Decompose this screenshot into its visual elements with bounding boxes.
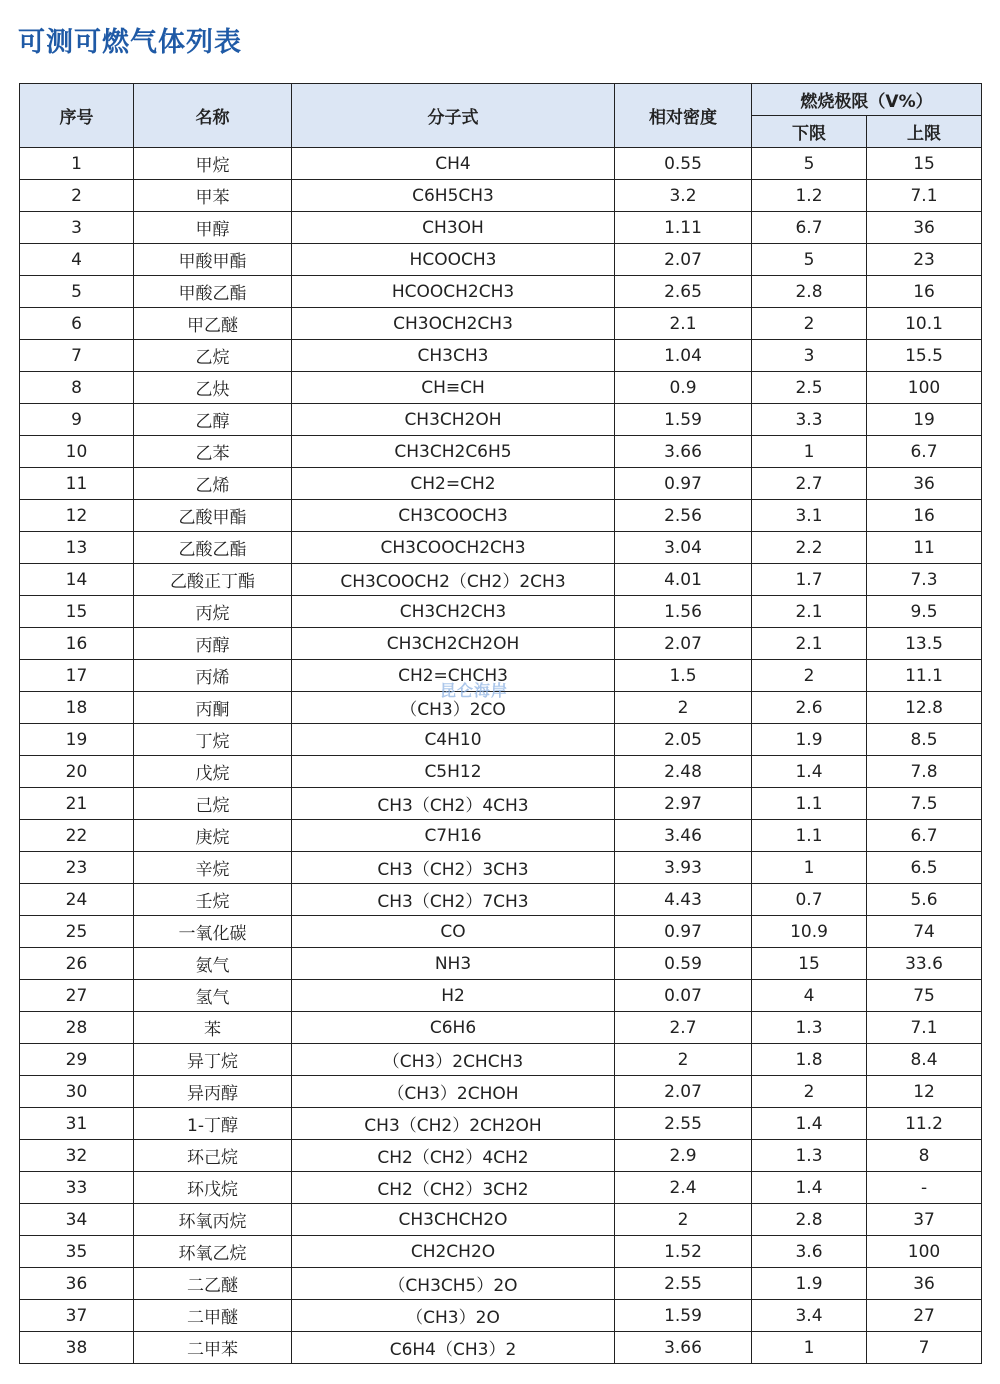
cell-formula: CH3CH2C6H5: [292, 436, 615, 468]
cell-lower: 1: [752, 852, 867, 884]
cell-index: 36: [20, 1268, 134, 1300]
cell-formula: （CH3）2CHOH: [292, 1076, 615, 1108]
cell-formula: CH3COOCH3: [292, 500, 615, 532]
cell-name: 壬烷: [134, 884, 292, 916]
cell-upper: 10.1: [867, 308, 982, 340]
cell-name: 甲醇: [134, 212, 292, 244]
cell-index: 15: [20, 596, 134, 628]
table-row: [20, 308, 982, 340]
cell-density: 0.97: [615, 916, 752, 948]
table-row: [20, 1236, 982, 1268]
cell-lower: 2: [752, 660, 867, 692]
cell-upper: -: [867, 1172, 982, 1204]
table-row: [20, 1172, 982, 1204]
table-row: [20, 500, 982, 532]
cell-density: 3.04: [615, 532, 752, 564]
cell-density: 1.52: [615, 1236, 752, 1268]
cell-density: 2: [615, 1204, 752, 1236]
cell-density: 0.59: [615, 948, 752, 980]
cell-lower: 1.1: [752, 820, 867, 852]
cell-upper: 6.7: [867, 436, 982, 468]
cell-upper: 36: [867, 1268, 982, 1300]
cell-index: 4: [20, 244, 134, 276]
cell-upper: 37: [867, 1204, 982, 1236]
cell-formula: CH3（CH2）2CH2OH: [292, 1108, 615, 1140]
cell-index: 12: [20, 500, 134, 532]
cell-index: 34: [20, 1204, 134, 1236]
cell-lower: 3.4: [752, 1300, 867, 1332]
cell-name: 甲酸乙酯: [134, 276, 292, 308]
cell-formula: CH3（CH2）3CH3: [292, 852, 615, 884]
cell-upper: 6.7: [867, 820, 982, 852]
cell-upper: 11.2: [867, 1108, 982, 1140]
cell-upper: 8.5: [867, 724, 982, 756]
cell-density: 2.56: [615, 500, 752, 532]
cell-upper: 16: [867, 500, 982, 532]
cell-upper: 8.4: [867, 1044, 982, 1076]
cell-formula: HCOOCH3: [292, 244, 615, 276]
cell-lower: 1.4: [752, 1108, 867, 1140]
cell-density: 2.7: [615, 1012, 752, 1044]
cell-index: 11: [20, 468, 134, 500]
cell-density: 1.11: [615, 212, 752, 244]
table-row: [20, 1108, 982, 1140]
table-row: [20, 436, 982, 468]
cell-lower: 1.4: [752, 756, 867, 788]
cell-name: 甲乙醚: [134, 308, 292, 340]
cell-index: 19: [20, 724, 134, 756]
cell-density: 3.66: [615, 1332, 752, 1364]
cell-name: 异丙醇: [134, 1076, 292, 1108]
cell-formula: CH2=CHCH3: [292, 660, 615, 692]
table-row: [20, 404, 982, 436]
cell-name: 甲苯: [134, 180, 292, 212]
cell-lower: 1.3: [752, 1012, 867, 1044]
gas-table: [19, 83, 982, 1364]
cell-name: 戊烷: [134, 756, 292, 788]
cell-formula: CH3COOCH2（CH2）2CH3: [292, 564, 615, 596]
header-row: [20, 84, 982, 116]
cell-formula: C6H5CH3: [292, 180, 615, 212]
cell-upper: 8: [867, 1140, 982, 1172]
cell-formula: CO: [292, 916, 615, 948]
cell-density: 4.01: [615, 564, 752, 596]
cell-name: 乙酸乙酯: [134, 532, 292, 564]
cell-upper: 11.1: [867, 660, 982, 692]
cell-density: 2.07: [615, 244, 752, 276]
cell-density: 2.55: [615, 1108, 752, 1140]
cell-density: 2.97: [615, 788, 752, 820]
cell-lower: 2.1: [752, 596, 867, 628]
cell-index: 3: [20, 212, 134, 244]
table-row: [20, 628, 982, 660]
cell-lower: 5: [752, 148, 867, 180]
cell-lower: 3: [752, 340, 867, 372]
cell-density: 2.05: [615, 724, 752, 756]
cell-name: 乙酸正丁酯: [134, 564, 292, 596]
cell-name: 氨气: [134, 948, 292, 980]
table-row: [20, 564, 982, 596]
cell-lower: 1: [752, 1332, 867, 1364]
cell-lower: 0.7: [752, 884, 867, 916]
cell-formula: （CH3）2O: [292, 1300, 615, 1332]
cell-density: 3.66: [615, 436, 752, 468]
cell-lower: 1.1: [752, 788, 867, 820]
table-row: [20, 948, 982, 980]
cell-lower: 1.9: [752, 1268, 867, 1300]
cell-name: 丁烷: [134, 724, 292, 756]
header-density: 相对密度: [615, 84, 752, 148]
cell-lower: 2.8: [752, 276, 867, 308]
cell-lower: 10.9: [752, 916, 867, 948]
cell-density: 2.07: [615, 1076, 752, 1108]
cell-density: 0.55: [615, 148, 752, 180]
cell-density: 0.9: [615, 372, 752, 404]
cell-lower: 1.4: [752, 1172, 867, 1204]
table-row: [20, 788, 982, 820]
cell-upper: 7.5: [867, 788, 982, 820]
cell-index: 28: [20, 1012, 134, 1044]
table-row: [20, 884, 982, 916]
cell-name: 环己烷: [134, 1140, 292, 1172]
cell-upper: 36: [867, 212, 982, 244]
cell-index: 20: [20, 756, 134, 788]
cell-upper: 9.5: [867, 596, 982, 628]
cell-formula: C4H10: [292, 724, 615, 756]
cell-index: 16: [20, 628, 134, 660]
cell-density: 1.5: [615, 660, 752, 692]
cell-density: 2.4: [615, 1172, 752, 1204]
cell-name: 甲烷: [134, 148, 292, 180]
cell-lower: 1.9: [752, 724, 867, 756]
cell-lower: 2: [752, 1076, 867, 1108]
cell-formula: CH3CH2OH: [292, 404, 615, 436]
header-upper: 上限: [867, 116, 982, 148]
cell-name: 1-丁醇: [134, 1108, 292, 1140]
header-index: 序号: [20, 84, 134, 148]
cell-index: 14: [20, 564, 134, 596]
cell-index: 25: [20, 916, 134, 948]
cell-formula: CH3CHCH2O: [292, 1204, 615, 1236]
cell-formula: （CH3）2CO: [292, 692, 615, 724]
cell-upper: 7: [867, 1332, 982, 1364]
cell-formula: CH3OH: [292, 212, 615, 244]
cell-density: 3.93: [615, 852, 752, 884]
cell-name: 己烷: [134, 788, 292, 820]
cell-formula: NH3: [292, 948, 615, 980]
cell-upper: 15: [867, 148, 982, 180]
cell-name: 乙烯: [134, 468, 292, 500]
cell-lower: 4: [752, 980, 867, 1012]
cell-density: 0.07: [615, 980, 752, 1012]
cell-density: 2: [615, 692, 752, 724]
table-row: [20, 1204, 982, 1236]
cell-density: 2.65: [615, 276, 752, 308]
cell-density: 2.9: [615, 1140, 752, 1172]
cell-index: 32: [20, 1140, 134, 1172]
cell-lower: 2.2: [752, 532, 867, 564]
table-row: [20, 244, 982, 276]
cell-upper: 74: [867, 916, 982, 948]
table-row: [20, 980, 982, 1012]
cell-index: 33: [20, 1172, 134, 1204]
cell-name: 环戊烷: [134, 1172, 292, 1204]
table-row: [20, 724, 982, 756]
cell-index: 17: [20, 660, 134, 692]
table-header: [20, 84, 982, 148]
cell-index: 29: [20, 1044, 134, 1076]
cell-name: 庚烷: [134, 820, 292, 852]
cell-index: 9: [20, 404, 134, 436]
cell-lower: 1.2: [752, 180, 867, 212]
cell-index: 24: [20, 884, 134, 916]
cell-index: 23: [20, 852, 134, 884]
cell-formula: C7H16: [292, 820, 615, 852]
cell-formula: CH3CH3: [292, 340, 615, 372]
cell-density: 1.59: [615, 404, 752, 436]
cell-name: 乙炔: [134, 372, 292, 404]
cell-formula: CH4: [292, 148, 615, 180]
cell-formula: C6H4（CH3）2: [292, 1332, 615, 1364]
cell-upper: 11: [867, 532, 982, 564]
table-row: [20, 276, 982, 308]
table-row: [20, 532, 982, 564]
cell-index: 1: [20, 148, 134, 180]
cell-lower: 15: [752, 948, 867, 980]
cell-index: 37: [20, 1300, 134, 1332]
cell-name: 辛烷: [134, 852, 292, 884]
table-row: [20, 820, 982, 852]
cell-index: 30: [20, 1076, 134, 1108]
cell-upper: 7.1: [867, 1012, 982, 1044]
table-row: [20, 372, 982, 404]
table-row: [20, 1332, 982, 1364]
table-body: [20, 148, 982, 1364]
cell-name: 甲酸甲酯: [134, 244, 292, 276]
header-lower: 下限: [752, 116, 867, 148]
table-row: [20, 756, 982, 788]
cell-density: 2: [615, 1044, 752, 1076]
table-row: [20, 1300, 982, 1332]
table-row: [20, 1140, 982, 1172]
cell-density: 1.04: [615, 340, 752, 372]
cell-upper: 12.8: [867, 692, 982, 724]
cell-formula: HCOOCH2CH3: [292, 276, 615, 308]
cell-density: 2.07: [615, 628, 752, 660]
cell-index: 26: [20, 948, 134, 980]
page-title: 可测可燃气体列表: [18, 27, 242, 58]
cell-lower: 1.7: [752, 564, 867, 596]
cell-name: 异丁烷: [134, 1044, 292, 1076]
cell-density: 2.1: [615, 308, 752, 340]
cell-name: 乙苯: [134, 436, 292, 468]
cell-lower: 6.7: [752, 212, 867, 244]
cell-formula: CH3OCH2CH3: [292, 308, 615, 340]
cell-name: 乙酸甲酯: [134, 500, 292, 532]
cell-upper: 19: [867, 404, 982, 436]
table-row: [20, 148, 982, 180]
table-row: [20, 212, 982, 244]
header-formula: 分子式: [292, 84, 615, 148]
cell-formula: CH3（CH2）4CH3: [292, 788, 615, 820]
cell-formula: C5H12: [292, 756, 615, 788]
cell-name: 环氧乙烷: [134, 1236, 292, 1268]
cell-upper: 36: [867, 468, 982, 500]
header-name: 名称: [134, 84, 292, 148]
cell-upper: 13.5: [867, 628, 982, 660]
table-row: [20, 1044, 982, 1076]
cell-upper: 100: [867, 1236, 982, 1268]
table-row: [20, 340, 982, 372]
table-row: [20, 468, 982, 500]
cell-index: 27: [20, 980, 134, 1012]
cell-name: 二甲苯: [134, 1332, 292, 1364]
cell-lower: 1.3: [752, 1140, 867, 1172]
cell-upper: 27: [867, 1300, 982, 1332]
cell-lower: 3.1: [752, 500, 867, 532]
cell-index: 18: [20, 692, 134, 724]
table-row: [20, 1076, 982, 1108]
cell-upper: 7.3: [867, 564, 982, 596]
cell-upper: 16: [867, 276, 982, 308]
cell-density: 3.46: [615, 820, 752, 852]
cell-lower: 3.3: [752, 404, 867, 436]
table-row: [20, 1012, 982, 1044]
cell-name: 乙醇: [134, 404, 292, 436]
cell-lower: 5: [752, 244, 867, 276]
cell-formula: CH2CH2O: [292, 1236, 615, 1268]
cell-upper: 33.6: [867, 948, 982, 980]
cell-name: 丙烯: [134, 660, 292, 692]
cell-upper: 23: [867, 244, 982, 276]
cell-index: 35: [20, 1236, 134, 1268]
cell-name: 二乙醚: [134, 1268, 292, 1300]
cell-name: 二甲醚: [134, 1300, 292, 1332]
cell-lower: 2.6: [752, 692, 867, 724]
cell-upper: 5.6: [867, 884, 982, 916]
cell-upper: 7.1: [867, 180, 982, 212]
cell-lower: 3.6: [752, 1236, 867, 1268]
cell-index: 8: [20, 372, 134, 404]
cell-name: 丙烷: [134, 596, 292, 628]
cell-index: 2: [20, 180, 134, 212]
cell-formula: CH3CH2CH2OH: [292, 628, 615, 660]
cell-index: 38: [20, 1332, 134, 1364]
cell-upper: 6.5: [867, 852, 982, 884]
cell-upper: 15.5: [867, 340, 982, 372]
cell-formula: CH3（CH2）7CH3: [292, 884, 615, 916]
cell-formula: C6H6: [292, 1012, 615, 1044]
cell-index: 6: [20, 308, 134, 340]
cell-formula: （CH3）2CHCH3: [292, 1044, 615, 1076]
cell-density: 0.97: [615, 468, 752, 500]
cell-index: 13: [20, 532, 134, 564]
cell-formula: （CH3CH5）2O: [292, 1268, 615, 1300]
cell-name: 丙醇: [134, 628, 292, 660]
cell-formula: CH2（CH2）4CH2: [292, 1140, 615, 1172]
cell-index: 21: [20, 788, 134, 820]
cell-name: 乙烷: [134, 340, 292, 372]
cell-index: 22: [20, 820, 134, 852]
cell-density: 4.43: [615, 884, 752, 916]
table-row: [20, 180, 982, 212]
cell-upper: 12: [867, 1076, 982, 1108]
cell-upper: 7.8: [867, 756, 982, 788]
table-row: [20, 1268, 982, 1300]
cell-upper: 75: [867, 980, 982, 1012]
header-limits-group: 燃烧极限（V%）: [752, 84, 982, 116]
cell-lower: 2.8: [752, 1204, 867, 1236]
cell-index: 5: [20, 276, 134, 308]
cell-lower: 2.5: [752, 372, 867, 404]
table-row: [20, 852, 982, 884]
cell-lower: 2.7: [752, 468, 867, 500]
cell-lower: 2.1: [752, 628, 867, 660]
cell-lower: 1.8: [752, 1044, 867, 1076]
cell-name: 环氧丙烷: [134, 1204, 292, 1236]
table-row: [20, 596, 982, 628]
cell-lower: 1: [752, 436, 867, 468]
cell-index: 7: [20, 340, 134, 372]
cell-name: 一氧化碳: [134, 916, 292, 948]
cell-formula: CH3COOCH2CH3: [292, 532, 615, 564]
cell-lower: 2: [752, 308, 867, 340]
cell-density: 3.2: [615, 180, 752, 212]
cell-density: 1.56: [615, 596, 752, 628]
cell-index: 10: [20, 436, 134, 468]
watermark: 昆仑海岸: [440, 681, 509, 700]
cell-index: 31: [20, 1108, 134, 1140]
table-row: [20, 916, 982, 948]
cell-density: 1.59: [615, 1300, 752, 1332]
cell-density: 2.55: [615, 1268, 752, 1300]
cell-upper: 100: [867, 372, 982, 404]
cell-name: 氢气: [134, 980, 292, 1012]
cell-density: 2.48: [615, 756, 752, 788]
cell-name: 丙酮: [134, 692, 292, 724]
cell-formula: H2: [292, 980, 615, 1012]
cell-formula: CH3CH2CH3: [292, 596, 615, 628]
cell-name: 苯: [134, 1012, 292, 1044]
cell-formula: CH≡CH: [292, 372, 615, 404]
cell-formula: CH2（CH2）3CH2: [292, 1172, 615, 1204]
cell-formula: CH2=CH2: [292, 468, 615, 500]
